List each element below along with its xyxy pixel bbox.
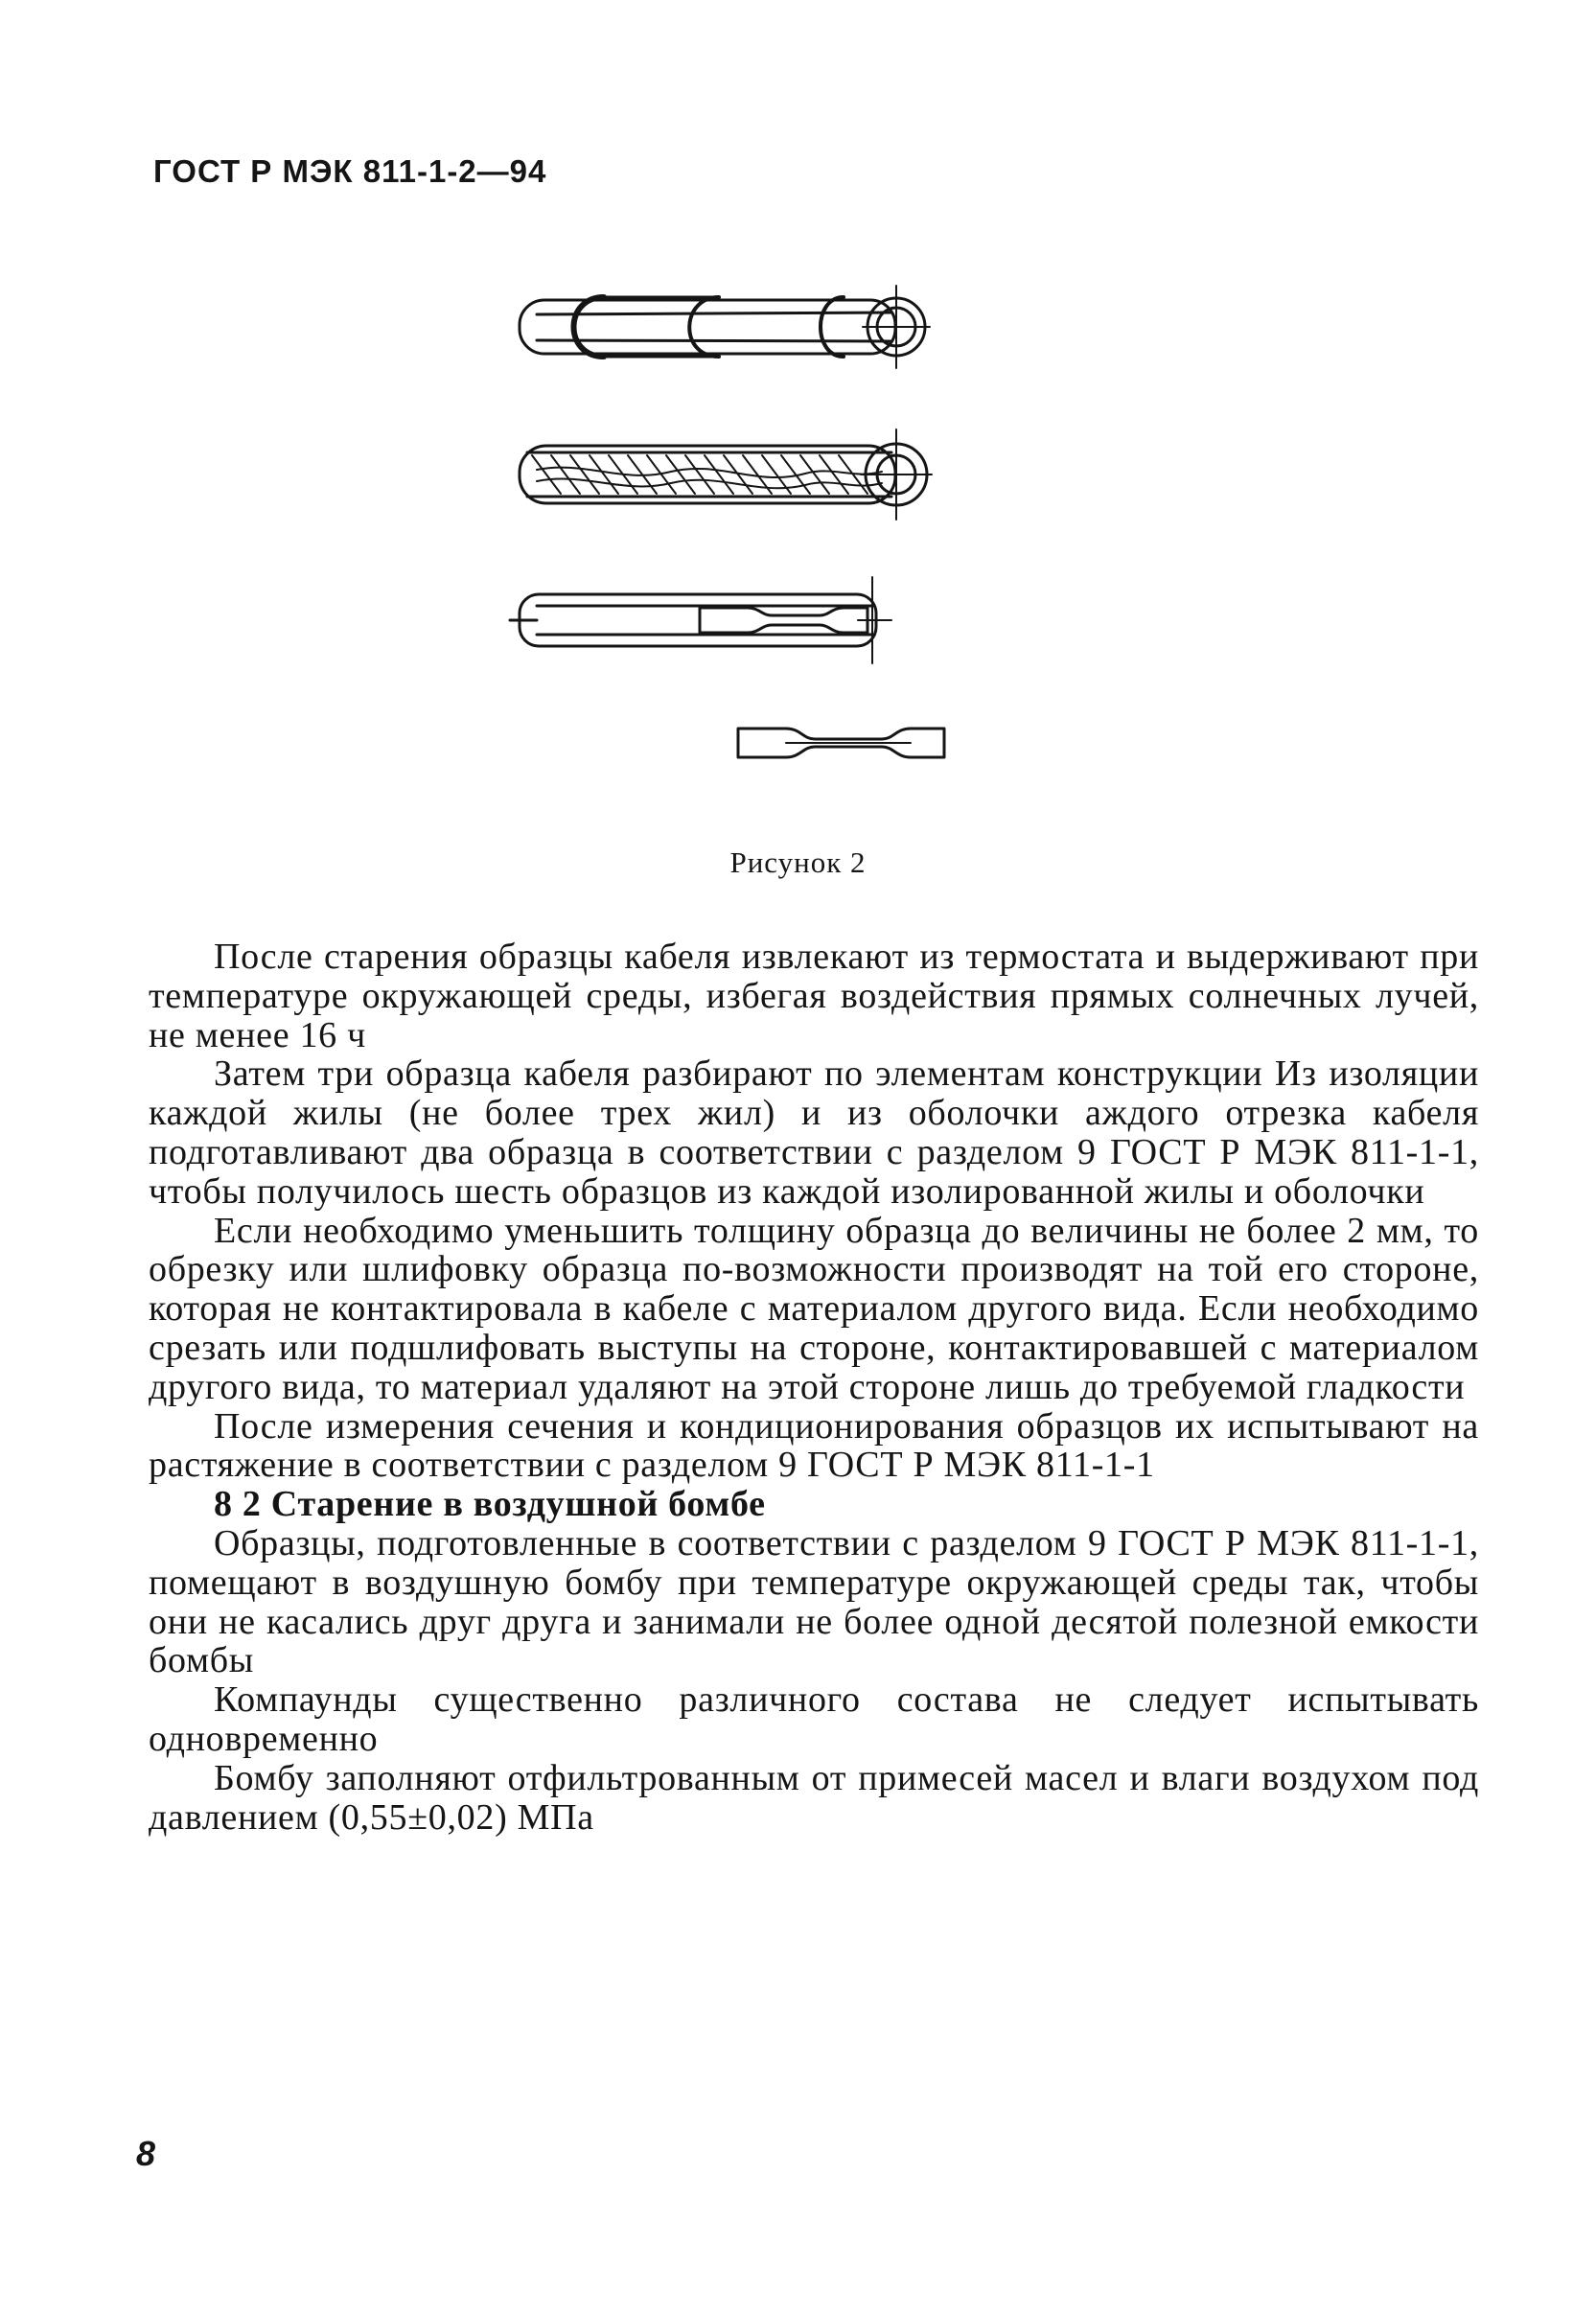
strip-with-cutout-drawing xyxy=(510,577,891,663)
paragraph: Затем три образца кабеля разбирают по элементам конструкции Из изоляции каждой жилы (не более трех жил) и из оболочки аждого отрезка кабеля подготавливают два образца в соответствии с разделом 9 ГОСТ Р МЭК 811-1-1, чтобы получилось шесть образцов из каждой изолированной жилы и оболочки xyxy=(149,1053,1479,1212)
dumbbell-test-piece-drawing xyxy=(738,729,944,757)
paragraph: После измерения сечения и кондиционирования образцов их испытывают на растяжение в соответствии с разделом 9 ГОСТ Р МЭК 811-1-1 xyxy=(149,1405,1479,1486)
body-text xyxy=(149,938,1479,1837)
paragraph: После старения образцы кабеля извлекают из термостата и выдерживают при температуре окружающей среды, избегая воздействия прямых солнечных лучей, не менее 16 ч xyxy=(149,937,1479,1055)
paragraph: Если необходимо уменьшить толщину образца до величины не более 2 мм, то обрезку или шлифовку образца по-возможности производят на той его стороне, которая не контактировала в кабеле с материалом другого вида. Если необходимо срезать или подшлифовать выступы на стороне, контактировавшей с материалом другого вида, то материал удаляют на этой стороне лишь до требуемой гладкости xyxy=(149,1210,1479,1407)
figure-2 xyxy=(508,268,1160,805)
paragraph: Компаунды существенно различного состава не следует испытывать одновременно xyxy=(149,1679,1479,1759)
stranded-cable-drawing xyxy=(520,429,932,520)
paragraph: Бомбу заполняют отфильтрованным от примесей масел и влаги воздухом под давлением (0,55±0,02) МПа xyxy=(149,1757,1479,1838)
figure-caption: Рисунок 2 xyxy=(729,845,867,879)
section-heading: 8 2 Старение в воздушной бомбе xyxy=(214,1484,766,1525)
cable-sample-drawing xyxy=(520,286,930,368)
page-number: 8 xyxy=(136,2134,156,2173)
paragraph: Образцы, подготовленные в соответствии с разделом 9 ГОСТ Р МЭК 811-1-1, помещают в воздушную бомбу при температуре окружающей среды так, чтобы они не касались друг друга и занимали не более одной десятой полезной емкости бомбы xyxy=(149,1522,1479,1681)
document-header: ГОСТ Р МЭК 811-1-2—94 xyxy=(153,153,547,189)
